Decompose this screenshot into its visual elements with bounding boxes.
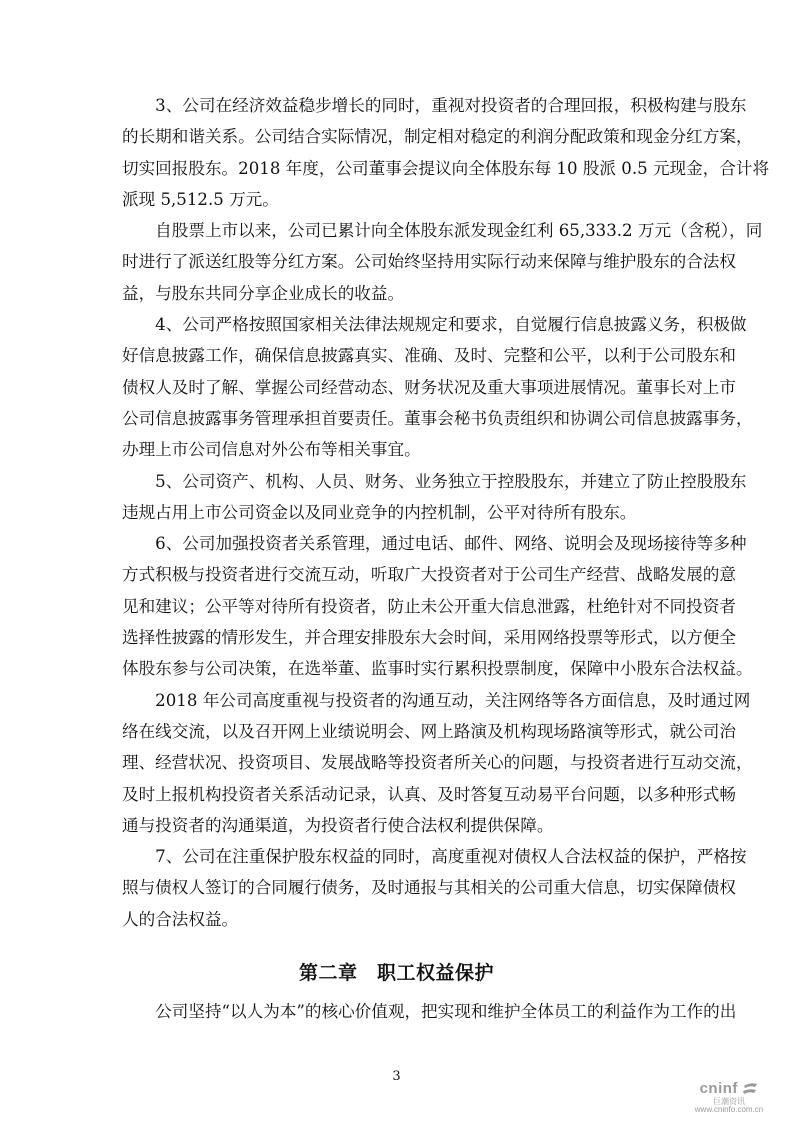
text-line: 理、经营状况、投资项目、发展战略等投资者所关心的问题，与投资者进行互动交流，: [122, 753, 753, 773]
cninfo-swoosh-icon: [742, 1082, 758, 1096]
text-line: 公司坚持“以人为本”的核心价值观，把实现和维护全体员工的利益作为工作的出: [122, 1002, 737, 1021]
text-line: 体股东参与公司决策，在选举董、监事时实行累积投票制度，保障中小股东合法权益。: [122, 659, 753, 679]
text-line: 办理上市公司信息对外公布等相关事宜。: [122, 440, 421, 460]
paragraph: [122, 90, 770, 215]
text-line: 3、公司在经济效益稳步增长的同时，重视对投资者的合理回报，积极构建与股东: [122, 96, 747, 115]
cninfo-watermark-logo: [679, 1080, 779, 1115]
text-line: 派现 5,512.5 万元。: [122, 189, 279, 209]
text-line: 见和建议；公平等对待所有投资者，防止未公开重大信息泄露，杜绝针对不同投资者: [122, 596, 736, 616]
chapter-heading: 第二章 职工权益保护: [298, 962, 494, 984]
text-line: 的长期和谐关系。公司结合实际情况，制定相对稳定的利润分配政策和现金分红方案，: [122, 127, 753, 147]
watermark-chinese: 巨潮资讯: [713, 1096, 745, 1106]
text-line: 选择性披露的情形发生，并合理安排股东大会时间，采用网络投票等形式，以方便全: [122, 628, 736, 648]
text-line: 益，与股东共同分享企业成长的收益。: [122, 283, 405, 303]
text-line: 方式积极与投资者进行交流互动，听取广大投资者对于公司生产经营、战略发展的意: [122, 565, 736, 585]
text-line: 5、公司资产、机构、人员、财务、业务独立于控股股东，并建立了防止控股股东: [122, 471, 747, 491]
paragraph: [122, 996, 737, 1027]
page-number: 3: [392, 1069, 401, 1084]
text-line: 人的合法权益。: [122, 909, 239, 929]
watermark-url: www.cninfo.com.cn: [694, 1105, 764, 1115]
text-line: 络在线交流，以及召开网上业绩说明会、网上路演及机构现场路演等形式，就公司治: [122, 721, 736, 741]
text-line: 2018 年公司高度重视与投资者的沟通互动，关注网络等各方面信息，及时通过网: [122, 690, 751, 710]
text-line: 公司信息披露事务管理承担首要责任。董事会秘书负责组织和协调公司信息披露事务，: [122, 408, 753, 428]
text-line: 好信息披露工作，确保信息披露真实、准确、及时、完整和公平，以利于公司股东和: [122, 346, 736, 366]
text-line: 7、公司在注重保护股东权益的同时，高度重视对债权人合法权益的保护，严格按: [122, 847, 747, 867]
text-line: 6、公司加强投资者关系管理，通过电话、邮件、网络、说明会及现场接待等多种: [122, 534, 747, 554]
text-line: 违规占用上市公司资金以及同业竞争的内控机制，公平对待所有股东。: [122, 502, 637, 522]
text-line: 自股票上市以来，公司已累计向全体股东派发现金红利 65,333.2 万元（含税），同: [122, 221, 763, 241]
text-line: 4、公司严格按照国家相关法律法规规定和要求，自觉履行信息披露义务，积极做: [122, 315, 747, 335]
text-line: 照与债权人签订的合同履行债务，及时通报与其相关的公司重大信息，切实保障债权: [122, 878, 736, 898]
paragraph: [122, 466, 747, 529]
text-line: 通与投资者的沟通渠道，为投资者行使合法权利提供保障。: [122, 815, 554, 835]
text-line: 债权人及时了解、掌握公司经营动态、财务状况及重大事项进展情况。董事长对上市: [122, 377, 736, 397]
paragraph: [122, 309, 753, 465]
closing-paragraph: [122, 996, 737, 1027]
text-line: 及时上报机构投资者关系活动记录，认真、及时答复互动易平台问题，以多种形式畅: [122, 784, 736, 804]
paragraph: [122, 528, 753, 684]
text-line: 切实回报股东。2018 年度，公司董事会提议向全体股东每 10 股派 0.5 元现金，合计将: [122, 158, 770, 178]
paragraph: [122, 841, 747, 935]
paragraph: [122, 215, 763, 309]
watermark-brand: cninf: [699, 1080, 738, 1097]
paragraph: [122, 685, 753, 841]
text-line: 时进行了派送红股等分红方案。公司始终坚持用实际行动来保障与维护股东的合法权: [122, 252, 736, 272]
document-body: [122, 90, 770, 935]
